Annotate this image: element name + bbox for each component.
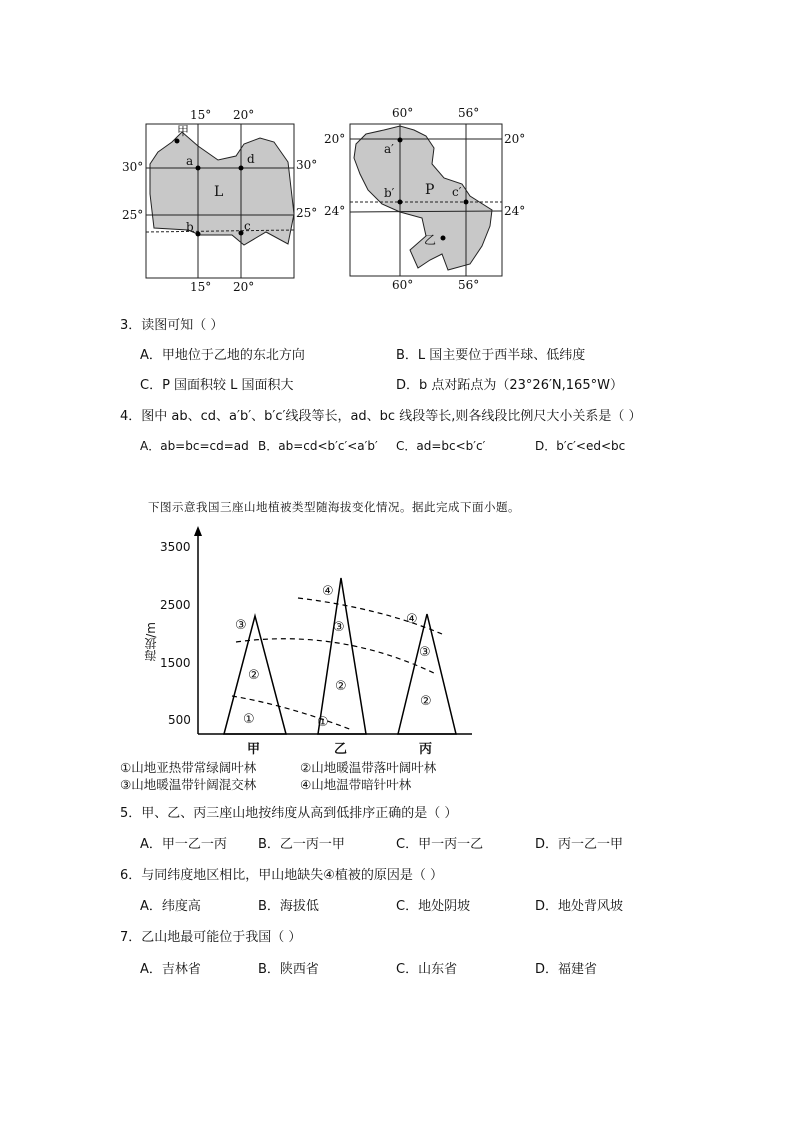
left-label-20: 20° [324, 132, 346, 146]
q4-option-a[interactable]: A．ab=bc=cd=ad [140, 439, 249, 453]
left-label-25: 25° [122, 208, 144, 222]
top-label-20: 20° [233, 108, 255, 122]
q4-option-d[interactable]: D．b′c′<ed<bc [535, 439, 626, 453]
mountain-label-bing: 丙 [419, 742, 433, 757]
q5-option-c[interactable]: C．甲一丙一乙 [396, 837, 484, 852]
label-a-prime: a′ [384, 142, 394, 156]
q4-stem: 4．图中 ab、cd、a′b′、b′c′线段等长，ad、bc 线段等长,则各线段比例尺大小关系是（ ） [120, 409, 642, 424]
jia-zone-2: ② [248, 668, 260, 683]
label-c: c [244, 219, 251, 233]
top-label-15: 15° [190, 108, 212, 122]
q5-stem: 5．甲、乙、丙三座山地按纬度从高到低排序正确的是（ ） [120, 806, 458, 821]
q7-stem: 7．乙山地最可能位于我国（ ） [120, 930, 302, 945]
point-b-prime [398, 200, 403, 205]
yi-zone-4: ④ [322, 584, 334, 599]
q7-option-c[interactable]: C．山东省 [396, 962, 458, 977]
legend-item-4: ④山地温带暗针叶林 [300, 777, 412, 792]
q4-option-c[interactable]: C．ad=bc<b′c′ [396, 439, 486, 453]
point-yi [441, 236, 446, 241]
map-country-p [322, 104, 532, 294]
q3-option-d[interactable]: D．b 点对跖点为（23°26′N,165°W） [396, 378, 623, 393]
top-label-60: 60° [392, 106, 414, 120]
point-c [239, 231, 244, 236]
point-b [196, 232, 201, 237]
bing-zone-2: ② [420, 694, 432, 709]
bottom-label-60: 60° [392, 278, 414, 292]
point-a [196, 166, 201, 171]
mountain-diagram-svg [140, 524, 480, 754]
label-country-l: L [214, 184, 224, 200]
point-d [239, 166, 244, 171]
q7-option-b[interactable]: B．陕西省 [258, 962, 319, 977]
map-p-svg [322, 104, 532, 294]
y-axis-arrow [194, 526, 202, 536]
mountain-bing [398, 614, 456, 734]
bottom-label-15: 15° [190, 280, 212, 294]
q6-option-b[interactable]: B．海拔低 [258, 899, 319, 914]
label-d: d [247, 152, 255, 166]
y-tick-500: 500 [168, 713, 191, 727]
bing-zone-3: ③ [419, 645, 431, 660]
country-p-shape [354, 126, 492, 270]
bottom-label-56: 56° [458, 278, 480, 292]
mountain-label-jia: 甲 [247, 742, 261, 757]
legend-item-2: ②山地暖温带落叶阔叶林 [300, 760, 437, 775]
map-country-l [120, 104, 320, 300]
y-tick-1500: 1500 [160, 656, 191, 670]
label-c-prime: c′ [452, 185, 462, 199]
y-tick-3500: 3500 [160, 540, 191, 554]
label-country-p: P [425, 182, 435, 198]
section-intro: 下图示意我国三座山地植被类型随海拔变化情况。据此完成下面小题。 [148, 500, 520, 514]
jia-zone-1: ① [243, 712, 255, 727]
right-label-24: 24° [504, 204, 526, 218]
bottom-label-20: 20° [233, 280, 255, 294]
legend-item-1: ①山地亚热带常绿阔叶林 [120, 760, 257, 775]
legend-item-3: ③山地暖温带针阔混交林 [120, 777, 257, 792]
mountain-diagram [140, 524, 480, 757]
top-label-56: 56° [458, 106, 480, 120]
left-label-24: 24° [324, 204, 346, 218]
yi-zone-3: ③ [333, 620, 345, 635]
point-a-prime [398, 138, 403, 143]
q5-option-a[interactable]: A．甲一乙一丙 [140, 837, 227, 852]
q6-option-a[interactable]: A．纬度高 [140, 899, 201, 914]
y-axis-label: 海拔/m [144, 622, 158, 662]
q6-option-c[interactable]: C．地处阴坡 [396, 899, 471, 914]
mountain-label-yi: 乙 [334, 742, 348, 757]
label-jia: 甲 [177, 124, 190, 138]
point-c-prime [464, 200, 469, 205]
q6-stem: 6．与同纬度地区相比，甲山地缺失④植被的原因是（ ） [120, 868, 444, 883]
q5-option-d[interactable]: D．丙一乙一甲 [535, 837, 624, 852]
yi-zone-1: ① [317, 715, 329, 730]
label-yi: 乙 [424, 233, 437, 247]
q3-option-a[interactable]: A．甲地位于乙地的东北方向 [140, 348, 305, 363]
q3-stem: 3．读图可知（ ） [120, 318, 224, 333]
label-b: b [186, 220, 194, 234]
q7-option-d[interactable]: D．福建省 [535, 962, 598, 977]
q3-option-b[interactable]: B．L 国主要位于西半球、低纬度 [396, 348, 586, 363]
boundary-3-4 [298, 598, 442, 634]
q7-option-a[interactable]: A．吉林省 [140, 962, 201, 977]
q4-option-b[interactable]: B．ab=cd<b′c′<a′b′ [258, 439, 378, 453]
jia-zone-3: ③ [235, 618, 247, 633]
right-label-20: 20° [504, 132, 526, 146]
map-l-svg [120, 104, 320, 300]
q6-option-d[interactable]: D．地处背风坡 [535, 899, 624, 914]
q3-option-c[interactable]: C．P 国面积较 L 国面积大 [140, 378, 294, 393]
point-jia [175, 139, 180, 144]
yi-zone-2: ② [335, 679, 347, 694]
right-label-30: 30° [296, 158, 318, 172]
q5-option-b[interactable]: B．乙一丙一甲 [258, 837, 345, 852]
right-label-25: 25° [296, 206, 318, 220]
left-label-30: 30° [122, 160, 144, 174]
y-tick-2500: 2500 [160, 598, 191, 612]
bing-zone-4: ④ [406, 612, 418, 627]
label-a: a [186, 154, 194, 168]
label-b-prime: b′ [384, 186, 395, 200]
